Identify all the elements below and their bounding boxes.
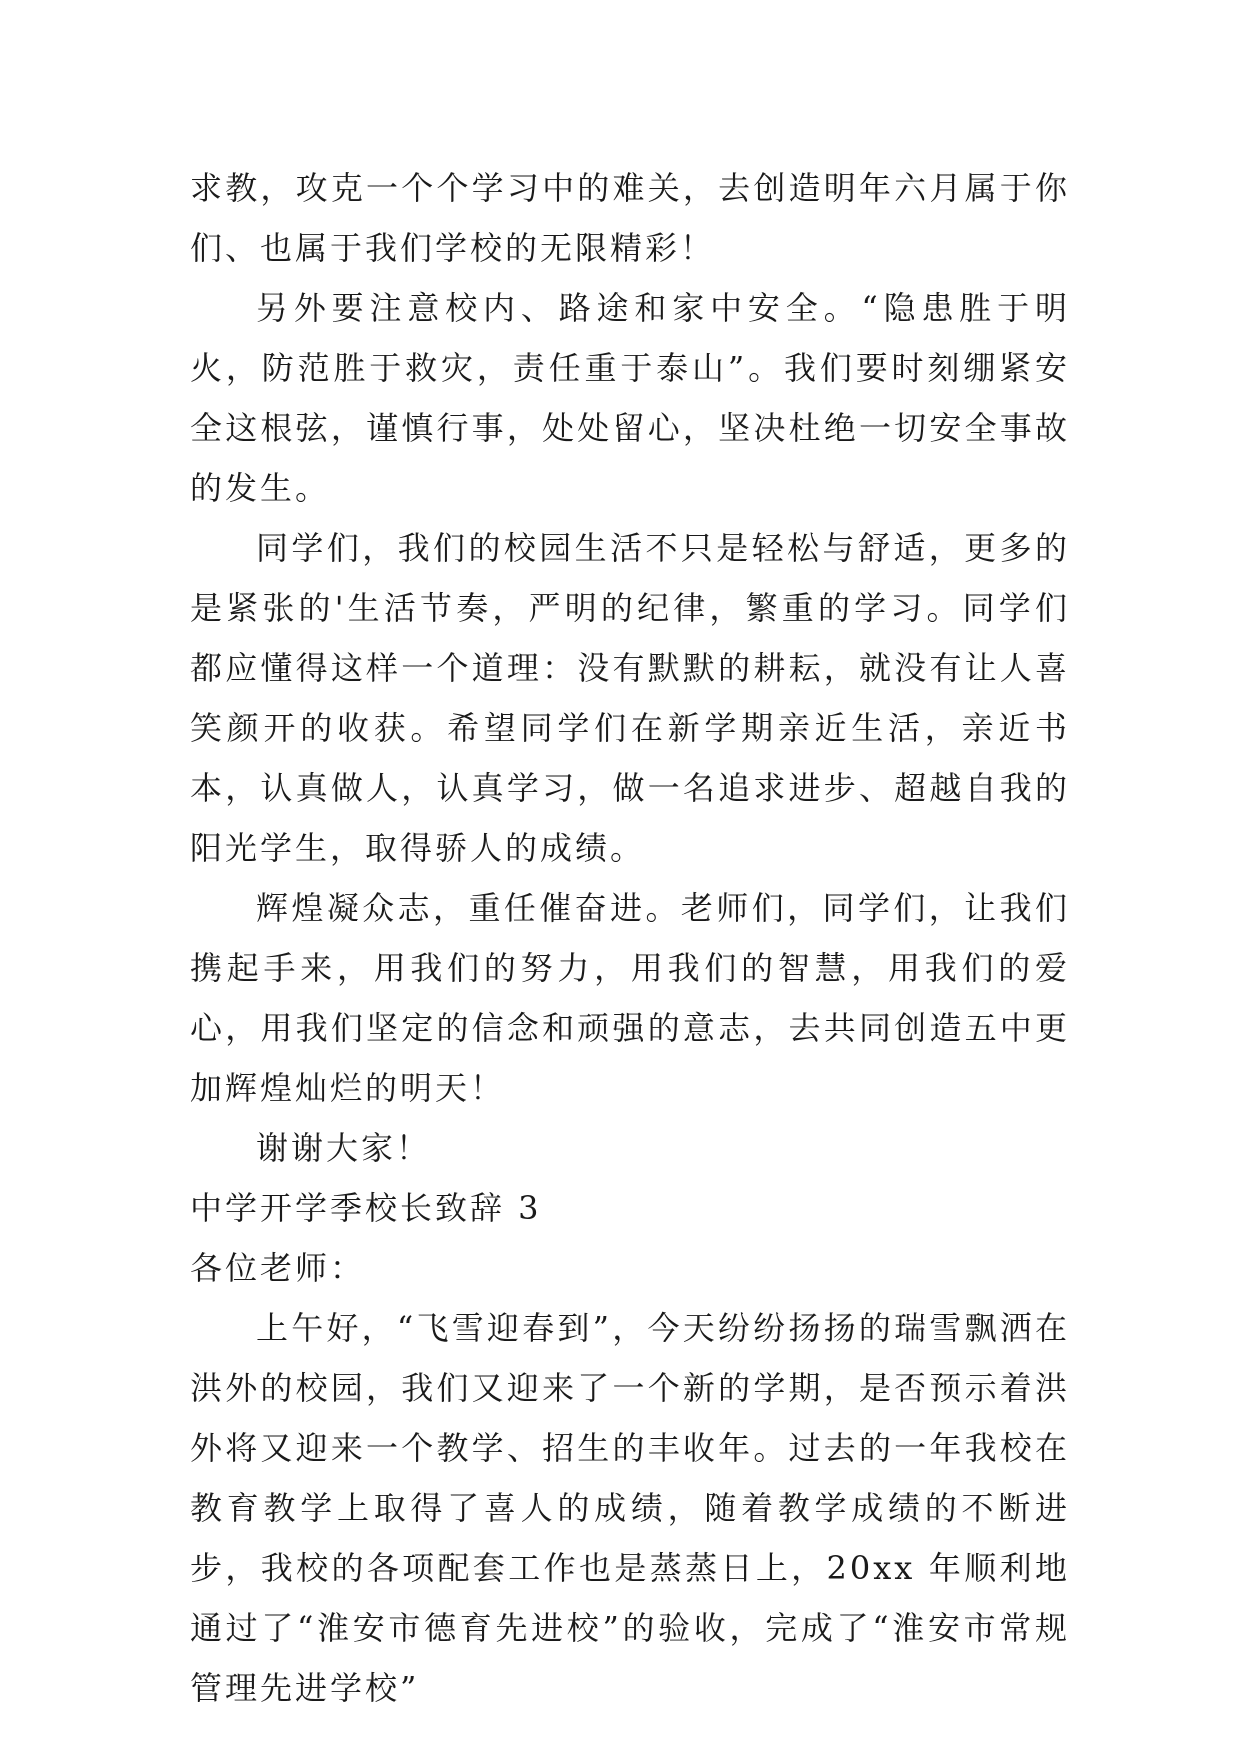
section-title: 中学开学季校长致辞 3 [190, 1189, 542, 1227]
paragraph: 谢谢大家！ [256, 1129, 432, 1167]
paragraph: 同学们，我们的校园生活不只是轻松与舒适，更多的是紧张的'生活节奏，严明的纪律，繁重的学习。同学们都应懂得这样一个道理：没有默默的耕耘，就没有让人喜笑颜开的收获。希望同学们在新学期亲近生活，亲近书本，认真做人，认真学习，做一名追求进步、超越自我的阳光学生，取得骄人的成绩。 [190, 529, 1070, 867]
paragraph: 另外要注意校内、路途和家中安全。“隐患胜于明火，防范胜于救灾，责任重于泰山”。我们要时刻绷紧安全这根弦，谨慎行事，处处留心，坚决杜绝一切安全事故的发生。 [190, 289, 1070, 507]
paragraph: 辉煌凝众志，重任催奋进。老师们，同学们，让我们携起手来，用我们的努力，用我们的智慧，用我们的爱心，用我们坚定的信念和顽强的意志，去共同创造五中更加辉煌灿烂的明天！ [190, 889, 1070, 1107]
paragraph: 上午好，“飞雪迎春到”，今天纷纷扬扬的瑞雪飘洒在洪外的校园，我们又迎来了一个新的学期，是否预示着洪外将又迎来一个教学、招生的丰收年。过去的一年我校在教育教学上取得了喜人的成绩，随着教学成绩的不断进步，我校的各项配套工作也是蒸蒸日上，20xx 年顺利地通过了“淮安市德育先进校”的验收，完成了“淮安市常规管理先进学校” [190, 1309, 1070, 1707]
document-body [190, 158, 1070, 1718]
paragraph: 求教，攻克一个个学习中的难关，去创造明年六月属于你们、也属于我们学校的无限精彩！ [190, 169, 1070, 267]
salutation: 各位老师： [190, 1249, 366, 1287]
